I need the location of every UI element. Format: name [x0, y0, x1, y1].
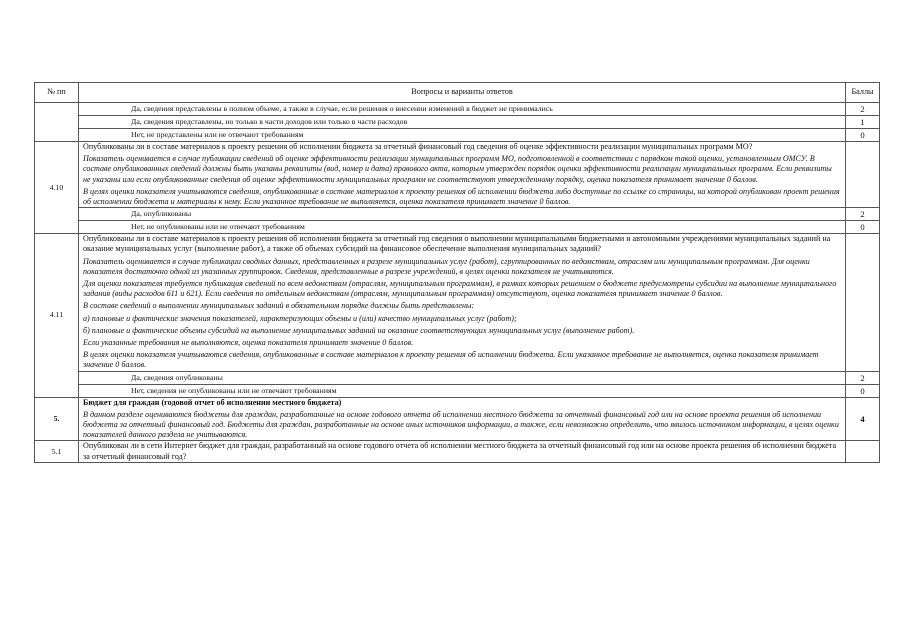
section-row-5 — [35, 397, 880, 441]
header-score: Баллы — [846, 83, 880, 103]
question-cell — [79, 234, 846, 371]
score-empty — [846, 142, 880, 208]
question-note: Показатель оценивается в случае публикации сводных данных, представленных в разрезе муниципальных услуг (работ), сгруппированных по ведомствам, отраслям или муниципальным программам. Для оценки показателя достаточно одной из указанных группировок. Сведения, представленные в разрезе учреждений, в целях оценки показателя не учитываются. — [83, 256, 810, 276]
table-row — [35, 129, 880, 142]
table-row — [35, 208, 880, 221]
question-note: В составе сведений о выполнении муниципальных заданий в обязательном порядке должны быть представлены: — [83, 301, 475, 311]
score-empty — [846, 234, 880, 371]
question-cell — [79, 441, 846, 462]
answer-text: Да, сведения представлены, но только в части доходов или только в части расходов — [79, 116, 846, 129]
question-note: Для оценки показателя требуется публикация сведений по всем ведомствам (отраслям, муниципальным программам), в рамках которых решением о бюджете предусмотрены субсидии на выполнение муниципального задания (виды расходов 611 и 621). Если сведения по отдельным ведомствам (отраслям, муниципальным программам) отсутствуют, оценка показателя принимает значение 0 баллов. — [83, 279, 837, 299]
section-score: 4 — [846, 397, 880, 441]
table-row — [35, 221, 880, 234]
question-note: В целях оценки показателя учитываются сведения, опубликованные в составе материалов к проекту решения об исполнении бюджета. Если указанное требование не выполняется, оценка показателя принимает значение 0 баллов. — [83, 350, 819, 370]
answer-text: Нет, сведения не опубликованы или не отвечают требованиям — [79, 384, 846, 397]
question-text: Опубликованы ли в составе материалов к проекту решения об исполнении бюджета за отчетный финансовый год сведения об оценке эффективности реализации муниципальных программ МО? — [83, 142, 753, 151]
table-row — [35, 371, 880, 384]
question-number: 4.11 — [35, 234, 79, 397]
answer-score: 2 — [846, 103, 880, 116]
table-row — [35, 384, 880, 397]
answer-score: 2 — [846, 371, 880, 384]
answer-text: Нет, не представлены или не отвечают требованиям — [79, 129, 846, 142]
question-number: 4.10 — [35, 142, 79, 234]
answer-score: 0 — [846, 221, 880, 234]
question-note: В целях оценки показателя учитываются сведения, опубликованные в составе материалов к проекту решения об исполнении бюджета либо доступные по ссылке со страницы, на которой опубликован проект решения об исполнении бюджета и материалы к нему. Если указанное требование не выполняется, оценка показателя принимает значение 0 баллов. — [83, 186, 840, 207]
criteria-table — [34, 82, 880, 463]
answer-text: Да, опубликованы — [79, 208, 846, 221]
answer-text: Нет, не опубликованы или не отвечают требованиям — [79, 221, 846, 234]
answer-score: 0 — [846, 384, 880, 397]
answer-text: Да, сведения представлены в полном объеме, а также в случае, если решения о внесении изменений в бюджет не принимались — [79, 103, 846, 116]
criteria-table-container — [34, 82, 880, 463]
table-row — [35, 103, 880, 116]
row-num-empty — [35, 103, 79, 142]
question-text: Опубликован ли в сети Интернет бюджет для граждан, разработанный на основе годового отчета об исполнении местного бюджета за отчетный финансовый год или на основе проекта решения об исполнении бюджета за отчетный финансовый год? — [83, 441, 837, 461]
question-number: 5.1 — [35, 441, 79, 462]
score-empty — [846, 441, 880, 462]
header-num: № пп — [35, 83, 79, 103]
question-text: Опубликованы ли в составе материалов к проекту решения об исполнении бюджета за отчетный год сведения о выполнении муниципальными бюджетными и автономными учреждениями муниципальных заданий на оказание муниципальных услуг (выполнение работ), а также об объемах субсидий на финансовое обеспечение выполнения муниципальных заданий? — [83, 234, 831, 254]
question-note: Если указанные требования не выполняются, оценка показателя принимает значение 0 баллов. — [83, 338, 414, 348]
question-row-4-11 — [35, 234, 880, 371]
question-note: Показатель оценивается в случае публикации сведений об оценке эффективности реализации муниципальных программ МО, подготовленной в соответствии с порядком такой оценки, установленным ОМСУ. В составе опубликованных сведений должны быть указаны реквизиты (вид, номер и дата) правового акта, которым утвержден порядок оценки эффективности реализации муниципальных программ. Если реквизиты не указаны или если опубликованные сведения об оценке эффективности муниципальных программ не соответствуют утвержденному порядку, оценка показателя принимает значение 0 баллов. — [83, 154, 832, 184]
question-note: б) плановые и фактические объемы субсидий на выполнение муниципальных заданий на оказание соответствующих муниципальных услуг (выполнение работ). — [83, 325, 635, 335]
question-note: а) плановые и фактические значения показателей, характеризующих объемы и (или) качество муниципальных услуг (работ); — [83, 313, 517, 323]
answer-score: 0 — [846, 129, 880, 142]
section-title: Бюджет для граждан (годовой отчет об исполнении местного бюджета) — [83, 397, 342, 407]
question-row-4-10 — [35, 142, 880, 208]
answer-score: 2 — [846, 208, 880, 221]
question-cell — [79, 142, 846, 208]
table-header-row — [35, 83, 880, 103]
question-row-5-1 — [35, 441, 880, 462]
section-number: 5. — [35, 397, 79, 441]
section-note: В данном разделе оцениваются бюджеты для граждан, разработанные на основе годового отчета об исполнении местного бюджета за отчетный финансовый год или на основе проекта решения об исполнении бюджета за отчетный финансовый год. Бюджеты для граждан, разработанные на основе иных источников информации, а также, если невозможно определить, что явилось источником информации, в целях оценки показателей данного раздела не учитываются. — [83, 409, 839, 440]
table-row — [35, 116, 880, 129]
header-question: Вопросы и варианты ответов — [79, 83, 846, 103]
section-cell — [79, 397, 846, 441]
answer-text: Да, сведения опубликованы — [79, 371, 846, 384]
answer-score: 1 — [846, 116, 880, 129]
